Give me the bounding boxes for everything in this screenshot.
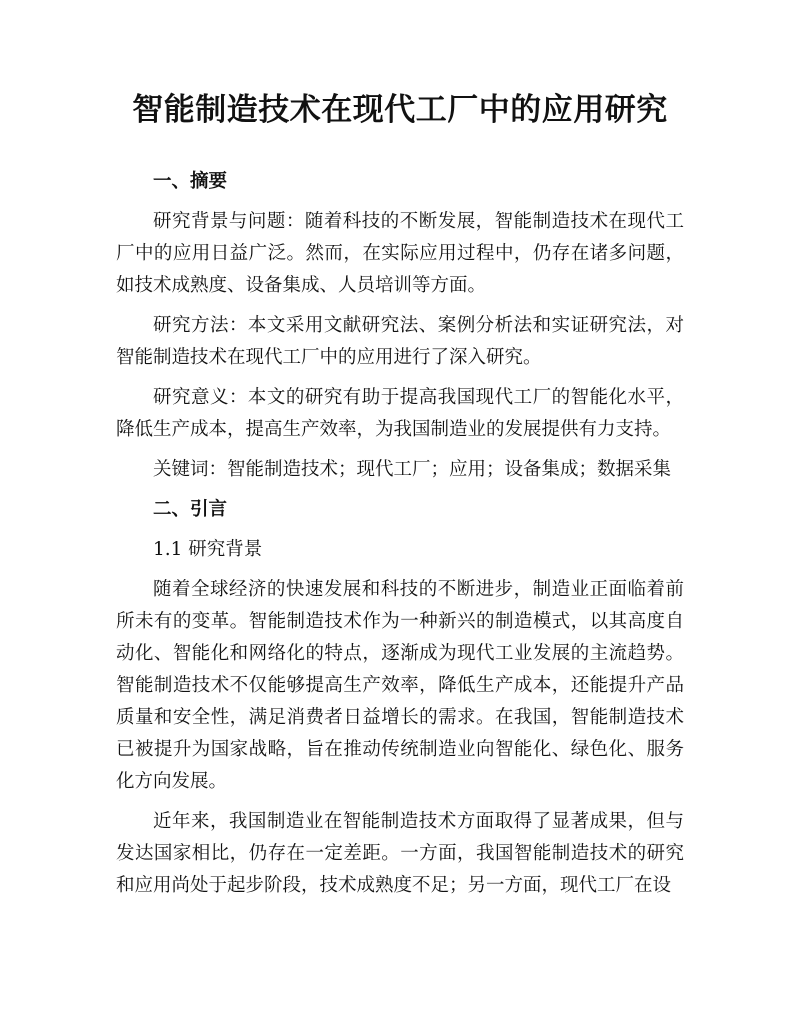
abstract-heading: 一、摘要 bbox=[153, 171, 228, 192]
abstract-significance-paragraph: 研究意义：本文的研究有助于提高我国现代工厂的智能化水平，降低生产成本，提高生产效率，为我国制造业的发展提供有力支持。 bbox=[116, 387, 684, 440]
intro-paragraph: 近年来，我国制造业在智能制造技术方面取得了显著成果，但与发达国家相比，仍存在一定差距。一方面，我国智能制造技术的研究和应用尚处于起步阶段，技术成熟度不足；另一方面，现代工厂在设 bbox=[116, 811, 684, 896]
abstract-background-paragraph: 研究背景与问题：随着科技的不断发展，智能制造技术在现代工厂中的应用日益广泛。然而，在实际应用过程中，仍存在诸多问题，如技术成熟度、设备集成、人员培训等方面。 bbox=[116, 211, 684, 296]
introduction-heading: 二、引言 bbox=[153, 499, 228, 520]
research-background-subheading: 1.1 研究背景 bbox=[153, 539, 263, 560]
keywords-line: 关键词：智能制造技术；现代工厂；应用；设备集成；数据采集 bbox=[153, 459, 672, 480]
abstract-methods-paragraph: 研究方法：本文采用文献研究法、案例分析法和实证研究法，对智能制造技术在现代工厂中的应用进行了深入研究。 bbox=[116, 315, 684, 368]
intro-paragraph: 随着全球经济的快速发展和科技的不断进步，制造业正面临着前所未有的变革。智能制造技术作为一种新兴的制造模式，以其高度自动化、智能化和网络化的特点，逐渐成为现代工业发展的主流趋势。智能制造技术不仅能够提高生产效率，降低生产成本，还能提升产品质量和安全性，满足消费者日益增长的需求。在我国，智能制造技术已被提升为国家战略，旨在推动传统制造业向智能化、绿色化、服务化方向发展。 bbox=[116, 579, 684, 792]
document-title: 智能制造技术在现代工厂中的应用研究 bbox=[132, 92, 668, 128]
